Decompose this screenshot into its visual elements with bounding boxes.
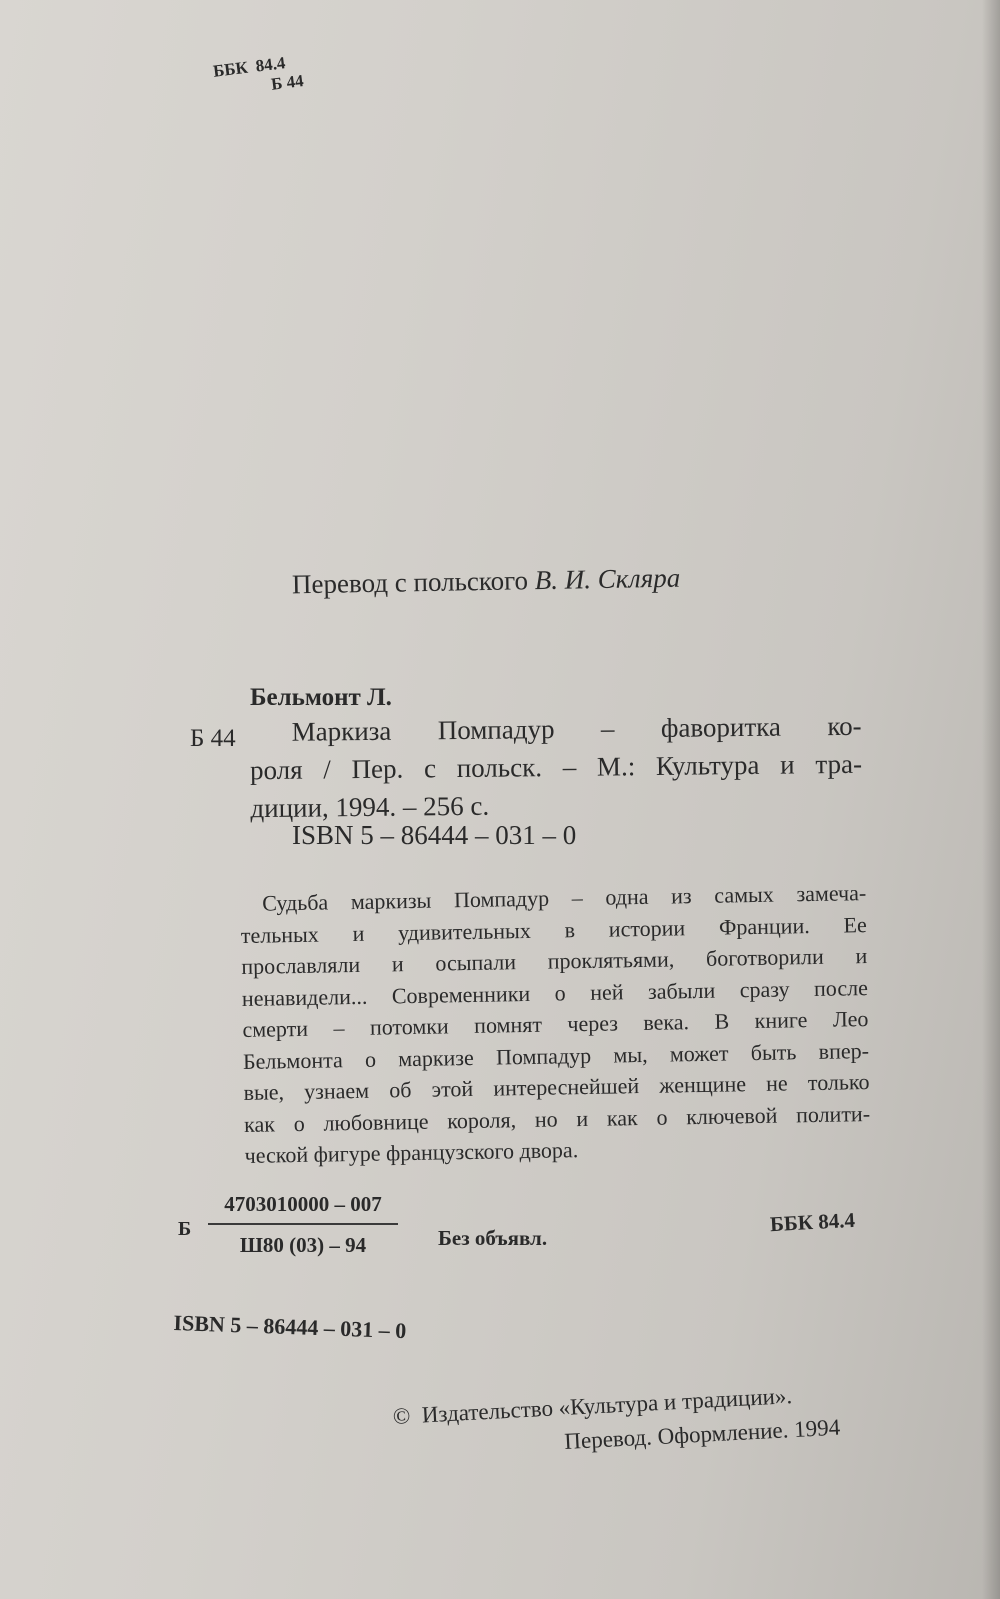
annotation-line: прославляли и осыпали проклятьями, боготворили и: [241, 943, 868, 979]
no-advert-note: Без объявл.: [438, 1226, 548, 1250]
description-line: диции, 1994. – 256 с.: [250, 790, 490, 824]
catalog-letter: Б: [178, 1218, 192, 1240]
translator-line: [292, 563, 681, 601]
translator-prefix: Перевод с польского: [291, 565, 529, 600]
catalog-isbn: ISBN 5 – 86444 – 031 – 0: [292, 820, 577, 850]
bbk-bottom: ББК 84.4: [769, 1207, 856, 1237]
translator-name: В. И. Скляра: [534, 562, 681, 596]
bibliographic-description: [249, 707, 862, 827]
copyright-line-2: Перевод. Оформление. 1994: [563, 1414, 841, 1455]
copyright-symbol: ©: [392, 1403, 411, 1429]
copyright-block: [392, 1377, 841, 1468]
catalog-index: Б 44: [190, 725, 236, 752]
annotation-line: смерти – потомки помнят через века. В книге Лео: [242, 1006, 869, 1042]
description-line: Маркиза Помпадур – фаворитка ко-: [291, 710, 862, 747]
annotation-line: Бельмонта о маркизе Помпадур мы, может быть впер-: [242, 1037, 870, 1074]
copyright-line-1: Издательство «Культура и традиции».: [421, 1383, 793, 1428]
annotation-line: ческой фигуре французского двора.: [244, 1137, 579, 1168]
top-classification: [212, 51, 305, 101]
annotation-line: как о любовнице короля, но и как о ключевой полити-: [243, 1100, 871, 1137]
author-code: Б 44: [270, 71, 305, 94]
fraction-bar: [208, 1223, 398, 1225]
description-line: роля / Пер. с польск. – М.: Культура и тра-: [249, 748, 863, 786]
fraction-denominator: Ш80 (03) – 94: [239, 1233, 367, 1257]
annotation-line: вые, узнаем об этой интереснейшей женщине не только: [243, 1069, 870, 1105]
bbk-code: 84.4: [254, 53, 287, 76]
catalog-fraction: [208, 1192, 398, 1258]
annotation: [240, 877, 871, 1171]
bbk-label: ББК: [212, 57, 249, 81]
annotation-line: тельных и удивительных в истории Франции. Ее: [240, 911, 867, 948]
catalog-author: Бельмонт Л.: [250, 684, 392, 711]
annotation-line: ненавидели... Современники о ней забыли сразу после: [241, 974, 869, 1011]
fraction-numerator: 4703010000 – 007: [224, 1192, 382, 1216]
isbn-bottom: ISBN 5 – 86444 – 031 – 0: [173, 1310, 407, 1344]
annotation-line: Судьба маркизы Помпадур – одна из самых замеча-: [262, 880, 867, 916]
